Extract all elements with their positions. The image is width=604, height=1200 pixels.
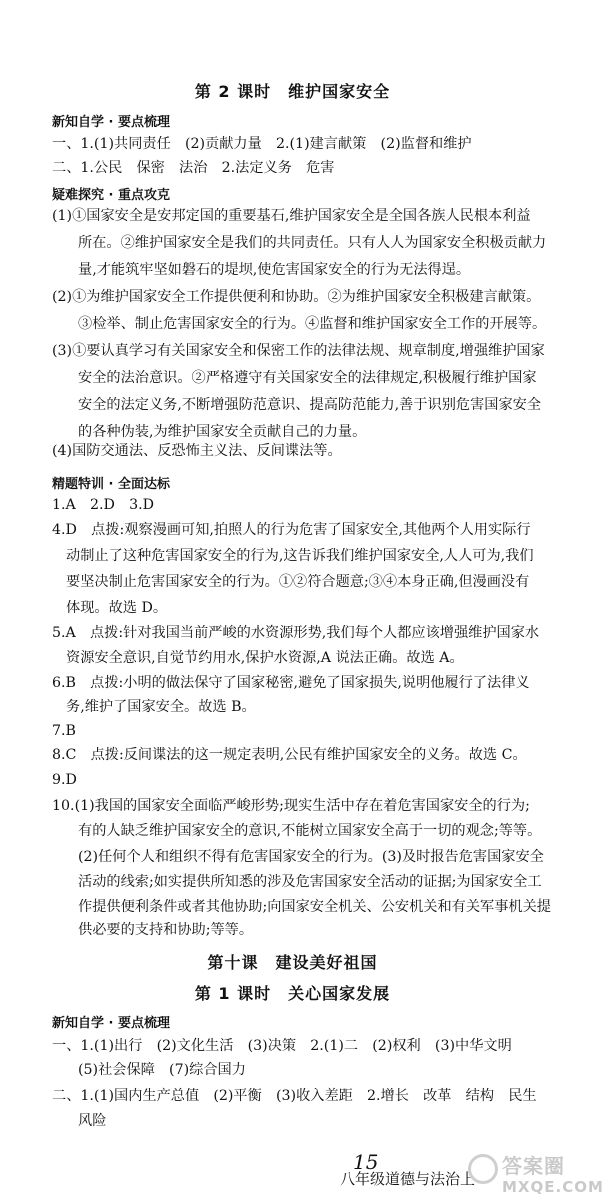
answer-line: 二、1.公民 保密 法治 2.法定义务 危害 xyxy=(52,160,335,176)
answer-line: 体现。故选 D。 xyxy=(66,600,168,616)
answer-line: 量,才能筑牢坚如磐石的堤坝,使危害国家安全的行为无法得逞。 xyxy=(78,262,471,278)
answer-line: 4.D 点拨:观察漫画可知,拍照人的行为危害了国家安全,其他两个人用实际行 xyxy=(52,522,531,538)
section-heading: 精题特训 · 全面达标 xyxy=(52,477,170,492)
answer-line: 6.B 点拨:小明的做法保守了国家秘密,避免了国家损失,说明他履行了法律义 xyxy=(52,675,530,691)
answer-line: 9.D xyxy=(52,772,77,788)
answer-line: 1.A 2.D 3.D xyxy=(52,497,154,513)
answer-line: 动制止了这种危害国家安全的行为,这告诉我们维护国家安全,人人可为,我们 xyxy=(66,548,534,564)
answer-line: 一、1.(1)出行 (2)文化生活 (3)决策 2.(1)二 (2)权利 (3)中华文明 xyxy=(52,1038,512,1054)
answer-line: 5.A 点拨:针对我国当前严峻的水资源形势,我们每个人都应该增强维护国家水 xyxy=(52,625,540,641)
answer-line: 二、1.(1)国内生产总值 (2)平衡 (3)收入差距 2.增长 改革 结构 民生 xyxy=(52,1088,537,1104)
answer-line: 风险 xyxy=(78,1113,107,1129)
answer-line: 所在。②维护国家安全是我们的共同责任。只有人人为国家安全积极贡献力 xyxy=(78,235,547,251)
answer-line: (1)①国家安全是安邦定国的重要基石,维护国家安全是全国各族人民根本利益 xyxy=(52,208,531,224)
answer-line: 活动的线索;如实提供所知悉的涉及危害国家安全活动的证据;为国家安全工 xyxy=(78,874,542,890)
answer-line: 资源安全意识,自觉节约用水,保护水资源,A 说法正确。故选 A。 xyxy=(66,650,464,666)
watermark xyxy=(468,1148,604,1198)
answer-line: (5)社会保障 (7)综合国力 xyxy=(78,1062,246,1078)
watermark-url: MXQE.COM xyxy=(502,1178,604,1196)
watermark-text: 答案圈 xyxy=(502,1154,565,1178)
answer-line: (2)任何个人和组织不得有危害国家安全的行为。(3)及时报告危害国家安全 xyxy=(78,849,544,865)
answer-line: 要坚决制止危害国家安全的行为。①②符合题意;③④本身正确,但漫画没有 xyxy=(66,574,530,590)
answer-line: (3)①要认真学习有关国家安全和保密工作的法律法规、规章制度,增强维护国家 xyxy=(52,343,545,359)
answer-line: 务,维护了国家安全。故选 B。 xyxy=(66,699,256,715)
answer-line: 供必要的支持和协助;等等。 xyxy=(78,922,254,938)
answer-line: 有的人缺乏维护国家安全的意识,不能树立国家安全高于一切的观念;等等。 xyxy=(78,823,542,839)
page-number-handwritten: 15 xyxy=(353,1150,379,1174)
section-heading: 新知自学 · 要点梳理 xyxy=(52,115,170,130)
answer-line: 一、1.(1)共同责任 (2)贡献力量 2.(1)建言献策 (2)监督和维护 xyxy=(52,136,472,152)
answer-line: 安全的法治意识。②严格遵守有关国家安全的法律规定,积极履行维护国家 xyxy=(78,370,537,386)
answer-line: 的各种伪装,为维护国家安全贡献自己的力量。 xyxy=(78,424,367,440)
section-heading: 新知自学 · 要点梳理 xyxy=(52,1016,170,1031)
lesson-title: 第 2 课时 维护国家安全 xyxy=(194,82,391,101)
answer-line: 8.C 点拨:反间谍法的这一规定表明,公民有维护国家安全的义务。故选 C。 xyxy=(52,747,527,763)
answer-line: 10.(1)我国的国家安全面临严峻形势;现实生活中存在着危害国家安全的行为; xyxy=(52,798,530,814)
answer-line: (2)①为维护国家安全工作提供便利和协助。②为维护国家安全积极建言献策。 xyxy=(52,289,541,305)
answer-line: (4)国防交通法、反恐怖主义法、反间谍法等。 xyxy=(52,443,342,459)
answer-line: 安全的法定义务,不断增强防范意识、提高防范能力,善于识别危害国家安全 xyxy=(78,397,542,413)
lesson-title: 第 1 课时 关心国家发展 xyxy=(194,984,391,1003)
answer-line: 作提供便利条件或者其他协助;向国家安全机关、公安机关和有关军事机关提 xyxy=(78,899,551,915)
section-heading: 疑难探究 · 重点攻克 xyxy=(52,188,170,203)
unit-title: 第十课 建设美好祖国 xyxy=(207,953,378,972)
answer-line: 7.B xyxy=(52,723,76,739)
answer-line: ③检举、制止危害国家安全的行为。④监督和维护国家安全工作的开展等。 xyxy=(78,316,547,332)
book-footer: 八年级道德与法治上 xyxy=(340,1170,476,1188)
watermark-logo-icon xyxy=(468,1154,498,1184)
